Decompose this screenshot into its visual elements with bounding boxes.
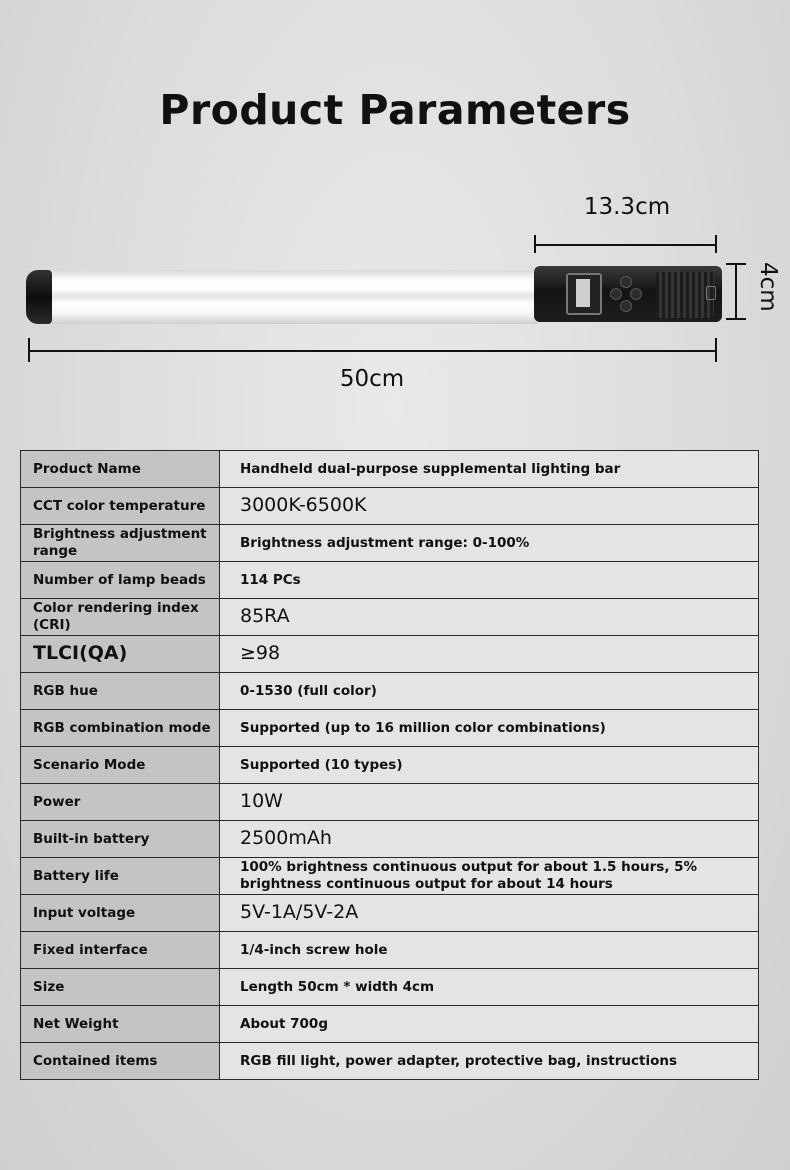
- table-row: [21, 1043, 759, 1080]
- spec-name: Fixed interface: [21, 932, 220, 969]
- table-row: [21, 488, 759, 525]
- spec-table: [20, 450, 759, 1080]
- dimension-tick: [534, 235, 536, 253]
- total-dimension-line: [29, 350, 717, 352]
- spec-name: Scenario Mode: [21, 747, 220, 784]
- control-button: [610, 288, 622, 300]
- spec-name: Built-in battery: [21, 821, 220, 858]
- table-row: [21, 562, 759, 599]
- table-row: [21, 969, 759, 1006]
- spec-name: RGB combination mode: [21, 710, 220, 747]
- dimension-tick: [715, 338, 717, 362]
- spec-value: 2500mAh: [240, 826, 332, 849]
- spec-value: Length 50cm * width 4cm: [220, 969, 759, 1006]
- charging-port: [706, 286, 716, 300]
- spec-value: 10W: [240, 789, 283, 812]
- table-row: [21, 858, 759, 895]
- spec-name: Net Weight: [21, 1006, 220, 1043]
- spec-name: Color rendering index (CRI): [21, 599, 220, 636]
- spec-name: Brightness adjustment range: [21, 525, 220, 562]
- spec-name: Contained items: [21, 1043, 220, 1080]
- table-row: [21, 784, 759, 821]
- spec-value: Brightness adjustment range: 0-100%: [220, 525, 759, 562]
- spec-value: 5V-1A/5V-2A: [240, 900, 359, 923]
- dimension-tick: [28, 338, 30, 362]
- diameter-dimension-line: [735, 264, 737, 320]
- spec-value: 100% brightness continuous output for about 1.5 hours, 5% brightness continuous output for about 14 hours: [220, 858, 759, 895]
- table-row: [21, 636, 759, 673]
- handle-dimension-line: [535, 244, 717, 246]
- spec-value: ≥98: [240, 641, 281, 664]
- display-screen: [566, 273, 602, 315]
- light-tube: [48, 270, 538, 324]
- spec-name: Size: [21, 969, 220, 1006]
- spec-value: 0-1530 (full color): [220, 673, 759, 710]
- spec-value: About 700g: [220, 1006, 759, 1043]
- table-row: [21, 932, 759, 969]
- spec-name: Product Name: [21, 451, 220, 488]
- table-row: [21, 747, 759, 784]
- control-button: [630, 288, 642, 300]
- page-title: Product Parameters: [159, 86, 631, 134]
- spec-name: Battery life: [21, 858, 220, 895]
- spec-name: CCT color temperature: [21, 488, 220, 525]
- dimension-tick: [726, 318, 746, 320]
- spec-name: Power: [21, 784, 220, 821]
- control-button: [620, 300, 632, 312]
- end-cap: [26, 270, 52, 324]
- handle-length-label: 13.3cm: [583, 194, 671, 220]
- spec-value: Supported (10 types): [220, 747, 759, 784]
- spec-value: 1/4-inch screw hole: [220, 932, 759, 969]
- diameter-label: 4cm: [755, 262, 781, 312]
- dimension-tick: [715, 235, 717, 253]
- total-length-label: 50cm: [339, 366, 405, 392]
- table-row: [21, 599, 759, 636]
- spec-value: 85RA: [240, 604, 290, 627]
- table-row: [21, 821, 759, 858]
- spec-name: Number of lamp beads: [21, 562, 220, 599]
- spec-value: 3000K-6500K: [240, 493, 367, 516]
- dimension-tick: [726, 263, 746, 265]
- control-button: [620, 276, 632, 288]
- spec-value: Handheld dual-purpose supplemental lighting bar: [220, 451, 759, 488]
- table-row: [21, 895, 759, 932]
- table-row: [21, 710, 759, 747]
- spec-value: RGB fill light, power adapter, protective bag, instructions: [220, 1043, 759, 1080]
- table-row: [21, 525, 759, 562]
- spec-value: 114 PCs: [220, 562, 759, 599]
- table-row: [21, 451, 759, 488]
- spec-value: Supported (up to 16 million color combinations): [220, 710, 759, 747]
- table-row: [21, 1006, 759, 1043]
- spec-name: TLCI(QA): [33, 641, 128, 664]
- spec-name: RGB hue: [21, 673, 220, 710]
- spec-name: Input voltage: [21, 895, 220, 932]
- table-row: [21, 673, 759, 710]
